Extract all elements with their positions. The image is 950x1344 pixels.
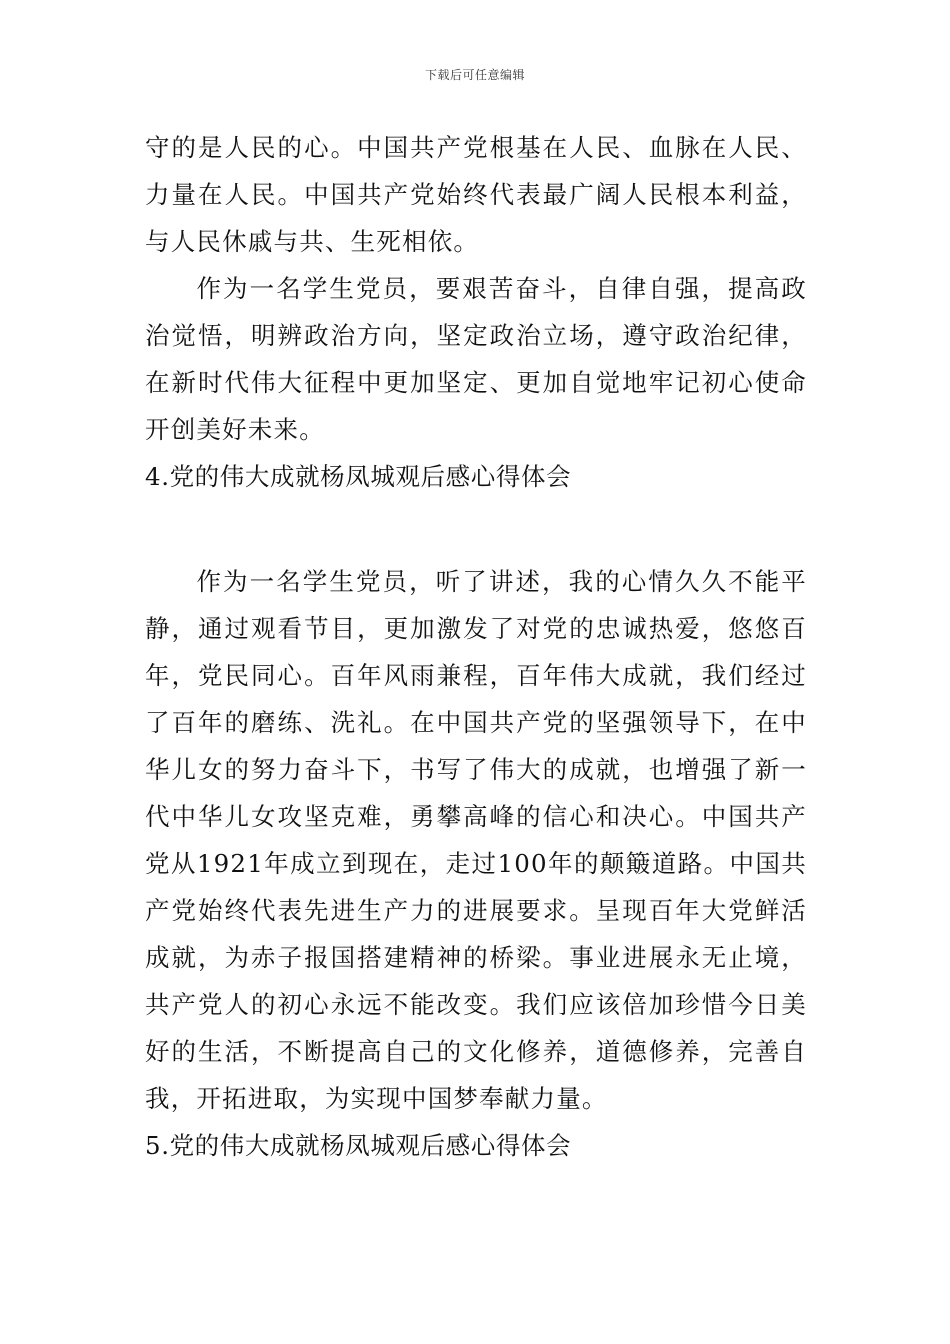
section-heading-5: 5.党的伟大成就杨凤城观后感心得体会 <box>145 1131 572 1160</box>
section-spacer <box>145 500 807 558</box>
paragraph-continued: 守的是人民的心。中国共产党根基在人民、血脉在人民、力量在人民。中国共产党始终代表最广阔人民根本利益，与人民休戚与共、生死相依。 <box>145 133 807 256</box>
paragraph-student-member: 作为一名学生党员，要艰苦奋斗，自律自强，提高政治觉悟，明辨政治方向，坚定政治立场，遵守政治纪律，在新时代伟大征程中更加坚定、更加自觉地牢记初心使命开创美好未来。 <box>145 274 807 444</box>
section-heading-4: 4.党的伟大成就杨凤城观后感心得体会 <box>145 462 572 491</box>
document-body <box>145 124 807 1169</box>
paragraph-section-4: 作为一名学生党员，听了讲述，我的心情久久不能平静，通过观看节目，更加激发了对党的忠诚热爱，悠悠百年，党民同心。百年风雨兼程，百年伟大成就，我们经过了百年的磨练、洗礼。在中国共产党的坚强领导下，在中华儿女的努力奋斗下，书写了伟大的成就，也增强了新一代中华儿女攻坚克难，勇攀高峰的信心和决心。中国共产党从1921年成立到现在，走过100年的颠簸道路。中国共产党始终代表先进生产力的进展要求。呈现百年大党鲜活成就，为赤子报国搭建精神的桥梁。事业进展永无止境，共产党人的初心永远不能改变。我们应该倍加珍惜今日美好的生活，不断提高自己的文化修养，道德修养，完善自我，开拓进取，为实现中国梦奉献力量。 <box>145 567 807 1113</box>
download-editable-note: 下载后可任意编辑 <box>424 68 525 82</box>
